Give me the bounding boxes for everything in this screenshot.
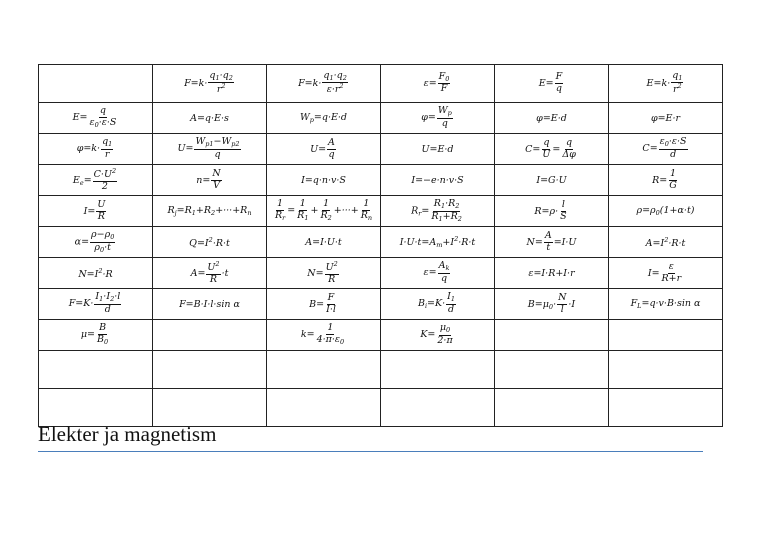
formula-cell bbox=[153, 351, 267, 389]
formula-cell: ε= $\frac{F_0}{F}$ bbox=[381, 65, 495, 103]
formula-cell: $\frac{1}{R_r}$ = $\frac{1}{R_1}$ + $\frac{1}{R_2}$ +···+ $\frac{1}{R_n}$ bbox=[267, 196, 381, 227]
formula-cell: $A=I^2\cdot R\cdot t$ bbox=[609, 227, 723, 258]
formula-cell: F=k· $\frac{q_1\cdot q_2}{\varepsilon\cdot r^2}$ bbox=[267, 65, 381, 103]
formula-cell: U= $\frac{A}{q}$ bbox=[267, 134, 381, 165]
formula-cell bbox=[381, 389, 495, 427]
table-row bbox=[39, 389, 723, 427]
formula-cell bbox=[609, 389, 723, 427]
formula-cell: $\rho=\rho_0(1+\alpha\cdot t)$ bbox=[609, 196, 723, 227]
formula-cell bbox=[381, 351, 495, 389]
formula-cell: U= $\frac{W_{p1}-W_{p2}}{q}$ bbox=[153, 134, 267, 165]
formula-cell bbox=[39, 389, 153, 427]
formula-cell: $E_e=$ $\frac{C\cdot U^2}{2}$ bbox=[39, 165, 153, 196]
formula-cell: k= $\frac{1}{4\cdot\pi\cdot\varepsilon_0}$ bbox=[267, 320, 381, 351]
formula-cell: $B=\mu_0\cdot$ $\frac{N}{l}$ ·I bbox=[495, 289, 609, 320]
table-row bbox=[39, 65, 723, 103]
formula-table bbox=[38, 64, 723, 427]
formula-table-body bbox=[39, 65, 723, 427]
formula-cell: U=E·d bbox=[381, 134, 495, 165]
formula-cell: $F_L=q\cdot v\cdot B\cdot\sin$ α bbox=[609, 289, 723, 320]
formula-cell: E=k· $\frac{q_1}{r^2}$ bbox=[609, 65, 723, 103]
formula-cell: I=−e·n·v·S bbox=[381, 165, 495, 196]
section-heading: Elekter ja magnetism bbox=[38, 422, 217, 446]
formula-cell: A=q·E·s bbox=[153, 103, 267, 134]
formula-cell bbox=[39, 351, 153, 389]
formula-cell: φ=k· $\frac{q_1}{r}$ bbox=[39, 134, 153, 165]
formula-cell: K= $\frac{\mu_0}{2\cdot\pi}$ bbox=[381, 320, 495, 351]
formula-cell bbox=[267, 351, 381, 389]
formula-cell: $Q=I^2\cdot R\cdot t$ bbox=[153, 227, 267, 258]
table-row bbox=[39, 320, 723, 351]
formula-cell: ε=I·R+I·r bbox=[495, 258, 609, 289]
formula-cell: $N=I^2\cdot R$ bbox=[39, 258, 153, 289]
formula-cell: $I\cdot U\cdot t=A_m+I^2\cdot R\cdot t$ bbox=[381, 227, 495, 258]
formula-cell: F=k· $\frac{q_1\cdot q_2}{r^2}$ bbox=[153, 65, 267, 103]
formula-cell: μ= $\frac{B}{B_0}$ bbox=[39, 320, 153, 351]
formula-cell: ε= $\frac{A_k}{q}$ bbox=[381, 258, 495, 289]
formula-cell: A= $\frac{U^2}{R}$ ·t bbox=[153, 258, 267, 289]
formula-cell: R= $\frac{1}{G}$ bbox=[609, 165, 723, 196]
formula-cell: φ=E·r bbox=[609, 103, 723, 134]
formula-cell: $B_i=K\cdot$ $\frac{I_1}{d}$ bbox=[381, 289, 495, 320]
formula-cell: F=B·I·l·sin α bbox=[153, 289, 267, 320]
formula-cell bbox=[495, 389, 609, 427]
formula-cell: E= $\frac{q}{\varepsilon_0\cdot\varepsilon\cdot S}$ bbox=[39, 103, 153, 134]
formula-cell bbox=[495, 320, 609, 351]
table-row bbox=[39, 196, 723, 227]
formula-cell: B= $\frac{F}{I\cdot l}$ bbox=[267, 289, 381, 320]
formula-cell: α= $\frac{\rho-\rho_0}{\rho_0\cdot t}$ bbox=[39, 227, 153, 258]
formula-cell bbox=[609, 351, 723, 389]
formula-cell: A=I·U·t bbox=[267, 227, 381, 258]
formula-cell bbox=[495, 351, 609, 389]
table-row bbox=[39, 227, 723, 258]
formula-cell: I= $\frac{U}{R}$ bbox=[39, 196, 153, 227]
formula-cell bbox=[609, 320, 723, 351]
table-row bbox=[39, 165, 723, 196]
table-row bbox=[39, 103, 723, 134]
table-row bbox=[39, 134, 723, 165]
formula-cell: φ=E·d bbox=[495, 103, 609, 134]
formula-cell: I=q·n·v·S bbox=[267, 165, 381, 196]
table-row bbox=[39, 351, 723, 389]
formula-cell: F=K· $\frac{I_1\cdot I_2\cdot l}{d}$ bbox=[39, 289, 153, 320]
table-row bbox=[39, 258, 723, 289]
formula-cell: φ= $\frac{W_p}{q}$ bbox=[381, 103, 495, 134]
formula-cell: $R_r=$ $\frac{R_1\cdot R_2}{R_1+R_2}$ bbox=[381, 196, 495, 227]
formula-cell bbox=[39, 65, 153, 103]
formula-cell: N= $\frac{A}{t}$ =I·U bbox=[495, 227, 609, 258]
formula-cell: E= $\frac{F}{q}$ bbox=[495, 65, 609, 103]
formula-cell bbox=[153, 320, 267, 351]
formula-cell: I= $\frac{\varepsilon}{R+r}$ bbox=[609, 258, 723, 289]
formula-cell: $R_j=R_1+R_2+\cdot\cdot\cdot+R_n$ bbox=[153, 196, 267, 227]
formula-cell bbox=[153, 389, 267, 427]
heading-underline bbox=[38, 451, 703, 452]
formula-cell: $W_p=q\cdot E\cdot d$ bbox=[267, 103, 381, 134]
formula-cell bbox=[267, 389, 381, 427]
formula-cell: C= $\frac{\varepsilon_0\cdot\varepsilon\cdot S}{d}$ bbox=[609, 134, 723, 165]
formula-cell: N= $\frac{U^2}{R}$ bbox=[267, 258, 381, 289]
formula-cell: R=ρ· $\frac{l}{S}$ bbox=[495, 196, 609, 227]
formula-cell: I=G·U bbox=[495, 165, 609, 196]
formula-cell: C= $\frac{q}{U}$ = $\frac{q}{\Delta\varphi}$ bbox=[495, 134, 609, 165]
formula-cell: n= $\frac{N}{V}$ bbox=[153, 165, 267, 196]
table-row bbox=[39, 289, 723, 320]
